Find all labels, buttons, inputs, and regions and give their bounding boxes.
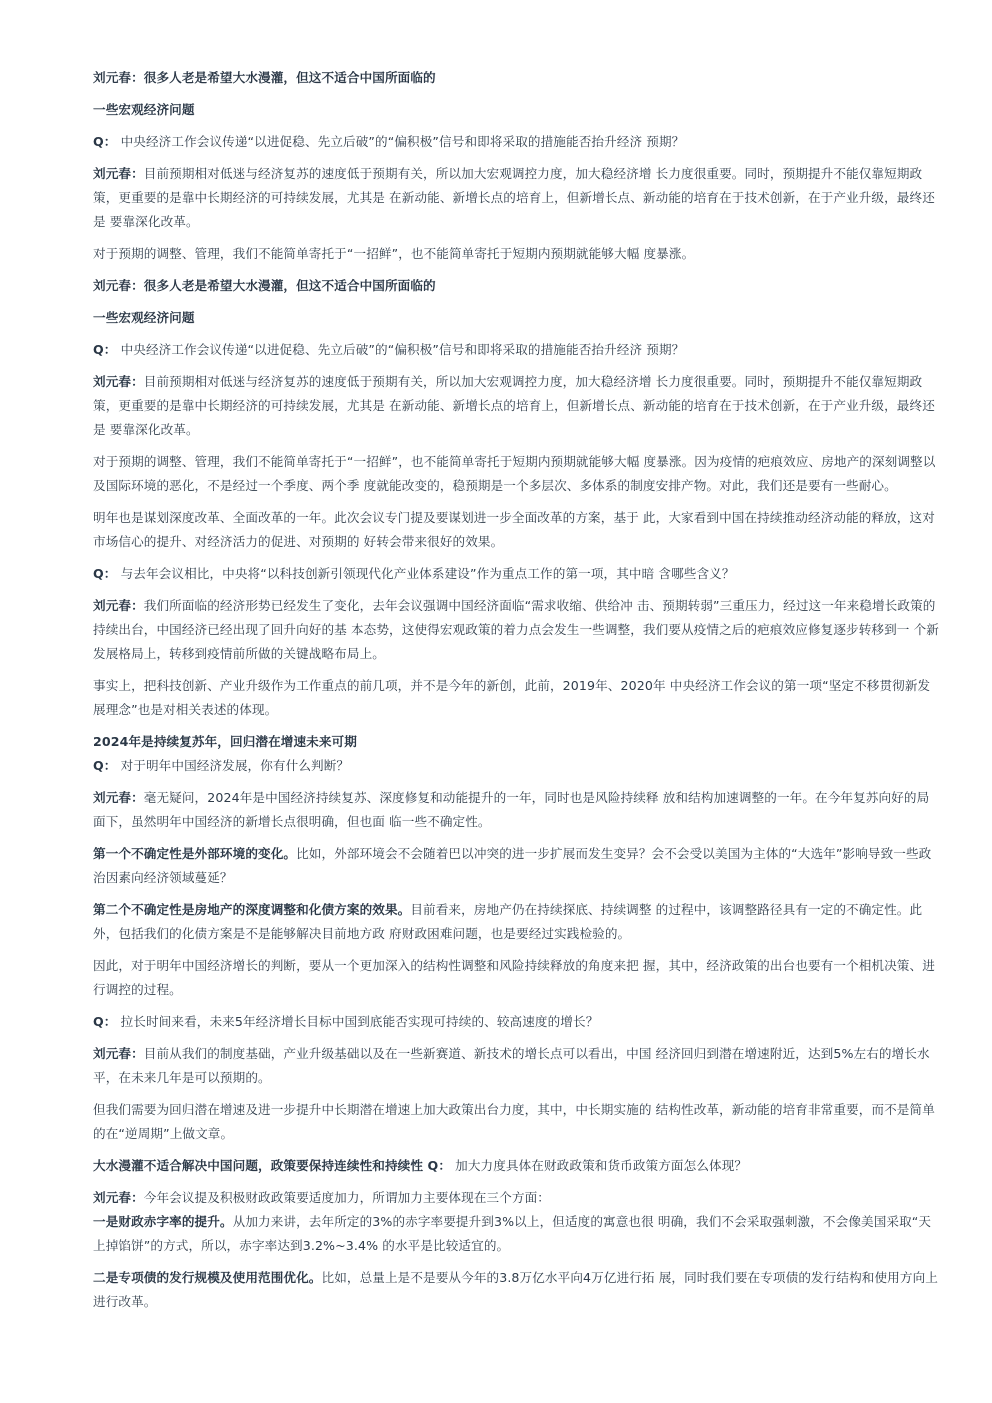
- paragraph-text: 拉长时间来看，未来5年经济增长目标中国到底能否实现可持续的、较高速度的增长？: [116, 1014, 599, 1029]
- paragraph: [93, 1010, 940, 1034]
- paragraph-lead: 刘元春：: [93, 790, 144, 805]
- paragraph: [93, 274, 940, 298]
- paragraph-text: 比如，外部环境会不会随着巴以冲突的进一步扩展而发生变异？会不会受以美国为主体的“大选年”影响导致一些政治因素向经济领域蔓延？: [93, 846, 932, 885]
- paragraph-lead: 刘元春：: [93, 1190, 144, 1205]
- paragraph-text: 但我们需要为回归潜在增速及进一步提升中长期潜在增速上加大政策出台力度，其中，中长期实施的 结构性改革，新动能的培育非常重要，而不是简单的在“逆周期”上做文章。: [93, 1102, 935, 1141]
- paragraph-text: 比如，总量上是不是要从今年的3.8万亿水平向4万亿进行拓 展，同时我们要在专项债的发行结构和使用方向上进行改革。: [93, 1270, 938, 1309]
- paragraph-lead: 第一个不确定性是外部环境的变化。: [93, 846, 297, 861]
- paragraph-lead: 刘元春：很多人老是希望大水漫灌，但这不适合中国所面临的: [93, 278, 436, 293]
- paragraph-lead: 二是专项债的发行规模及使用范围优化。: [93, 1270, 322, 1285]
- paragraph-text: 对于预期的调整、管理，我们不能简单寄托于“一招鲜”，也不能简单寄托于短期内预期就能够大幅 度暴涨。: [93, 246, 695, 261]
- paragraph-lead: 刘元春：: [93, 166, 144, 181]
- paragraph: [93, 954, 940, 1002]
- paragraph-lead: 刘元春：: [93, 598, 144, 613]
- paragraph: [93, 162, 940, 234]
- paragraph: [93, 1154, 940, 1178]
- paragraph-text: 目前看来，房地产仍在持续探底、持续调整 的过程中，该调整路径具有一定的不确定性。此外，包括我们的化债方案是不是能够解决目前地方政 府财政困难问题，也是要经过实践检验的。: [93, 902, 923, 941]
- paragraph: [93, 1210, 940, 1258]
- paragraph-text: 对于明年中国经济发展，你有什么判断？: [116, 758, 350, 773]
- paragraph: [93, 754, 940, 778]
- paragraph-lead: 一是财政赤字率的提升。: [93, 1214, 233, 1229]
- paragraph: [93, 98, 940, 122]
- paragraph: [93, 562, 940, 586]
- paragraph: [93, 1098, 940, 1146]
- paragraph-text: 我们所面临的经济形势已经发生了变化，去年会议强调中国经济面临“需求收缩、供给冲 击、预期转弱”三重压力，经过这一年来稳增长政策的持续出台，中国经济已经出现了回升向好的基 本态势，这使得宏观政策的着力点会发生一些调整，我们要从疫情之后的疤痕效应修复逐步转移到一 个新发展格局上，转移到疫情前所做的关键战略布局上。: [93, 598, 939, 661]
- paragraph-text: 目前从我们的制度基础，产业升级基础以及在一些新赛道、新技术的增长点可以看出，中国 经济回归到潜在增速附近，达到5%左右的增长水平，在未来几年是可以预期的。: [93, 1046, 930, 1085]
- paragraph: [93, 242, 940, 266]
- paragraph: [93, 786, 940, 834]
- paragraph: [93, 730, 940, 754]
- paragraph-lead: 一些宏观经济问题: [93, 102, 195, 117]
- paragraph-text: 因此，对于明年中国经济增长的判断，要从一个更加深入的结构性调整和风险持续释放的角度来把 握，其中，经济政策的出台也要有一个相机决策、进行调控的过程。: [93, 958, 935, 997]
- paragraph: [93, 370, 940, 442]
- paragraph: [93, 898, 940, 946]
- paragraph-text: 毫无疑问，2024年是中国经济持续复苏、深度修复和动能提升的一年，同时也是风险持续释 放和结构加速调整的一年。在今年复苏向好的局面下，虽然明年中国经济的新增长点很明确，但也面 临一些不确定性。: [93, 790, 930, 829]
- paragraph: [93, 1042, 940, 1090]
- paragraph-lead: 2024年是持续复苏年，回归潜在增速未来可期: [93, 734, 357, 749]
- paragraph-text: 目前预期相对低迷与经济复苏的速度低于预期有关，所以加大宏观调控力度，加大稳经济增 长力度很重要。同时，预期提升不能仅靠短期政策，更重要的是靠中长期经济的可持续发展，尤其是 在新动能、新增长点的培育上，但新增长点、新动能的培育在于技术创新，在于产业升级，最终还是 要靠深化改革。: [93, 374, 935, 437]
- paragraph-text: 从加力来讲，去年所定的3%的赤字率要提升到3%以上，但适度的寓意也很 明确，我们不会采取强刺激，不会像美国采取“天上掉馅饼”的方式，所以，赤字率达到3.2%~3.4% 的水平是比较适宜的。: [93, 1214, 932, 1253]
- paragraph-lead: 大水漫灌不适合解决中国问题，政策要保持连续性和持续性 Q：: [93, 1158, 452, 1173]
- paragraph-text: 明年也是谋划深度改革、全面改革的一年。此次会议专门提及要谋划进一步全面改革的方案，基于 此，大家看到中国在持续推动经济动能的释放，这对市场信心的提升、对经济活力的促进、对预期的 好转会带来很好的效果。: [93, 510, 935, 549]
- paragraph: [93, 594, 940, 666]
- paragraph-lead: 一些宏观经济问题: [93, 310, 195, 325]
- paragraph: [93, 674, 940, 722]
- paragraph-text: 加大力度具体在财政政策和货币政策方面怎么体现？: [451, 1158, 748, 1173]
- paragraph-lead: 刘元春：: [93, 1046, 144, 1061]
- paragraph: [93, 1186, 940, 1210]
- paragraph-lead: Q：: [93, 342, 117, 357]
- paragraph: [93, 66, 940, 90]
- paragraph: [93, 506, 940, 554]
- paragraph-text: 中央经济工作会议传递“以进促稳、先立后破”的“偏积极”信号和即将采取的措施能否抬升经济 预期？: [116, 134, 685, 149]
- paragraph: [93, 338, 940, 362]
- paragraph-lead: 刘元春：很多人老是希望大水漫灌，但这不适合中国所面临的: [93, 70, 436, 85]
- paragraph-lead: 第二个不确定性是房地产的深度调整和化债方案的效果。: [93, 902, 411, 917]
- paragraph-lead: 刘元春：: [93, 374, 144, 389]
- paragraph-text: 中央经济工作会议传递“以进促稳、先立后破”的“偏积极”信号和即将采取的措施能否抬升经济 预期？: [116, 342, 685, 357]
- paragraph: [93, 306, 940, 330]
- paragraph-text: 事实上，把科技创新、产业升级作为工作重点的前几项，并不是今年的新创，此前，2019年、2020年 中央经济工作会议的第一项“坚定不移贯彻新发展理念”也是对相关表述的体现。: [93, 678, 931, 717]
- paragraph-text: 与去年会议相比，中央将“以科技创新引领现代化产业体系建设”作为重点工作的第一项，其中暗 含哪些含义？: [116, 566, 735, 581]
- paragraph-text: 目前预期相对低迷与经济复苏的速度低于预期有关，所以加大宏观调控力度，加大稳经济增 长力度很重要。同时，预期提升不能仅靠短期政策，更重要的是靠中长期经济的可持续发展，尤其是 在新动能、新增长点的培育上，但新增长点、新动能的培育在于技术创新，在于产业升级，最终还是 要靠深化改革。: [93, 166, 935, 229]
- paragraph: [93, 450, 940, 498]
- paragraph: [93, 130, 940, 154]
- paragraph-lead: Q：: [93, 1014, 117, 1029]
- paragraph-text: 对于预期的调整、管理，我们不能简单寄托于“一招鲜”，也不能简单寄托于短期内预期就能够大幅 度暴涨。因为疫情的疤痕效应、房地产的深刻调整以及国际环境的恶化，不是经过一个季度、两个季 度就能改变的，稳预期是一个多层次、多体系的制度安排产物。对此，我们还是要有一些耐心。: [93, 454, 936, 493]
- paragraph-lead: Q：: [93, 758, 117, 773]
- paragraph: [93, 1266, 940, 1314]
- paragraph-text: 今年会议提及积极财政政策要适度加力，所谓加力主要体现在三个方面：: [143, 1190, 550, 1205]
- paragraph: [93, 842, 940, 890]
- paragraph-lead: Q：: [93, 566, 117, 581]
- paragraph-lead: Q：: [93, 134, 117, 149]
